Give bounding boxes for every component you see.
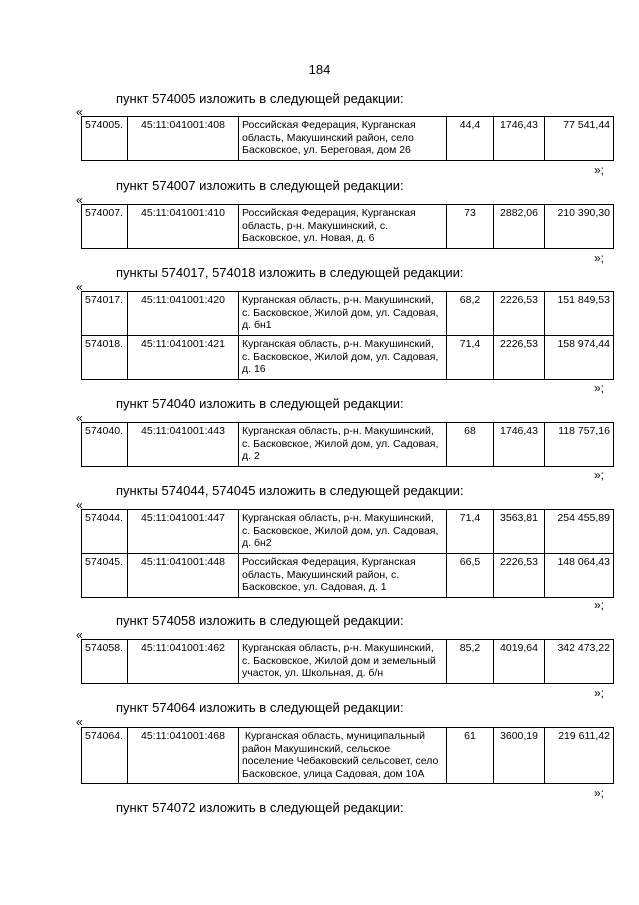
area: 44,4 bbox=[447, 117, 494, 161]
cadastral-value: 342 473,22 bbox=[545, 640, 614, 684]
amendment-instruction: пункт 574040 изложить в следующей редакции: bbox=[116, 396, 404, 411]
area: 68,2 bbox=[447, 292, 494, 336]
opening-quote: « bbox=[76, 498, 83, 512]
unit-value: 2226,53 bbox=[494, 336, 545, 380]
amendment-instruction: пункт 574058 изложить в следующей редакции: bbox=[116, 613, 404, 628]
area: 71,4 bbox=[447, 510, 494, 554]
cadastral-value: 118 757,16 bbox=[545, 423, 614, 467]
table-row bbox=[82, 640, 614, 684]
closing-quote: »; bbox=[594, 163, 605, 177]
table-row bbox=[82, 336, 614, 380]
address: Курганская область, р-н. Макушинский, с. Басковское, Жилой дом и земельный участок, ул. Школьная, д. б/н bbox=[239, 640, 447, 684]
unit-value: 3563,81 bbox=[494, 510, 545, 554]
opening-quote: « bbox=[76, 411, 83, 425]
unit-value: 4019,64 bbox=[494, 640, 545, 684]
address: Курганская область, р-н. Макушинский, с. Басковское, Жилой дом, ул. Садовая, д. бн2 bbox=[239, 510, 447, 554]
area: 73 bbox=[447, 205, 494, 249]
closing-quote: »; bbox=[594, 381, 605, 395]
unit-value: 2226,53 bbox=[494, 554, 545, 598]
unit-value: 2226,53 bbox=[494, 292, 545, 336]
cadastral-number: 45:11:041001:408 bbox=[128, 117, 239, 161]
table-row bbox=[82, 423, 614, 467]
row-number: 574040. bbox=[82, 423, 128, 467]
area: 61 bbox=[447, 728, 494, 784]
address: Российская Федерация, Курганская область, Макушинский район, село Басковское, ул. Береговая, дом 26 bbox=[239, 117, 447, 161]
table-row bbox=[82, 205, 614, 249]
cadastral-number: 45:11:041001:448 bbox=[128, 554, 239, 598]
row-number: 574064. bbox=[82, 728, 128, 784]
address: Российская Федерация, Курганская область, р-н. Макушинский, с. Басковское, ул. Новая, д. 6 bbox=[239, 205, 447, 249]
row-number: 574018. bbox=[82, 336, 128, 380]
unit-value: 3600,19 bbox=[494, 728, 545, 784]
table-row bbox=[82, 292, 614, 336]
cadastral-value: 148 064,43 bbox=[545, 554, 614, 598]
table-row bbox=[82, 554, 614, 598]
cadastral-value: 151 849,53 bbox=[545, 292, 614, 336]
cadastral-number: 45:11:041001:421 bbox=[128, 336, 239, 380]
amendment-instruction: пункт 574005 изложить в следующей редакции: bbox=[116, 91, 404, 106]
cadastral-value: 210 390,30 bbox=[545, 205, 614, 249]
address: Курганская область, р-н. Макушинский, с. Басковское, Жилой дом, ул. Садовая, д. 16 bbox=[239, 336, 447, 380]
amendment-instruction: пункт 574072 изложить в следующей редакции: bbox=[116, 800, 404, 815]
row-number: 574017. bbox=[82, 292, 128, 336]
address: Курганская область, муниципальный район Макушинский, сельское поселение Чебаковский сельсовет, село Басковское, улица Садовая, дом 10А bbox=[239, 728, 447, 784]
amendment-table bbox=[81, 639, 614, 684]
amendment-table bbox=[81, 422, 614, 467]
amendment-table bbox=[81, 116, 614, 161]
page-number: 184 bbox=[308, 62, 331, 77]
table-row bbox=[82, 117, 614, 161]
cadastral-value: 158 974,44 bbox=[545, 336, 614, 380]
cadastral-value: 219 611,42 bbox=[545, 728, 614, 784]
address: Российская Федерация, Курганская область, Макушинский район, с. Басковское, ул. Садовая, д. 1 bbox=[239, 554, 447, 598]
closing-quote: »; bbox=[594, 251, 605, 265]
address: Курганская область, р-н. Макушинский, с. Басковское, Жилой дом, ул. Садовая, д. бн1 bbox=[239, 292, 447, 336]
cadastral-number: 45:11:041001:462 bbox=[128, 640, 239, 684]
row-number: 574005. bbox=[82, 117, 128, 161]
closing-quote: »; bbox=[594, 468, 605, 482]
cadastral-number: 45:11:041001:447 bbox=[128, 510, 239, 554]
amendment-instruction: пункт 574064 изложить в следующей редакции: bbox=[116, 700, 404, 715]
amendment-table bbox=[81, 204, 614, 249]
amendment-table bbox=[81, 509, 614, 598]
opening-quote: « bbox=[76, 715, 83, 729]
amendment-instruction: пункты 574044, 574045 изложить в следующей редакции: bbox=[116, 483, 464, 498]
row-number: 574045. bbox=[82, 554, 128, 598]
amendment-table bbox=[81, 727, 614, 784]
cadastral-number: 45:11:041001:410 bbox=[128, 205, 239, 249]
opening-quote: « bbox=[76, 280, 83, 294]
amendment-instruction: пункты 574017, 574018 изложить в следующей редакции: bbox=[116, 265, 464, 280]
cadastral-value: 77 541,44 bbox=[545, 117, 614, 161]
table-row bbox=[82, 510, 614, 554]
unit-value: 1746,43 bbox=[494, 423, 545, 467]
amendment-table bbox=[81, 291, 614, 380]
unit-value: 2882,06 bbox=[494, 205, 545, 249]
opening-quote: « bbox=[76, 193, 83, 207]
amendment-instruction: пункт 574007 изложить в следующей редакции: bbox=[116, 178, 404, 193]
cadastral-number: 45:11:041001:420 bbox=[128, 292, 239, 336]
area: 66,5 bbox=[447, 554, 494, 598]
row-number: 574007. bbox=[82, 205, 128, 249]
opening-quote: « bbox=[76, 105, 83, 119]
cadastral-number: 45:11:041001:443 bbox=[128, 423, 239, 467]
area: 71,4 bbox=[447, 336, 494, 380]
table-row bbox=[82, 728, 614, 784]
area: 68 bbox=[447, 423, 494, 467]
closing-quote: »; bbox=[594, 598, 605, 612]
row-number: 574058. bbox=[82, 640, 128, 684]
closing-quote: »; bbox=[594, 686, 605, 700]
opening-quote: « bbox=[76, 628, 83, 642]
cadastral-number: 45:11:041001:468 bbox=[128, 728, 239, 784]
area: 85,2 bbox=[447, 640, 494, 684]
unit-value: 1746,43 bbox=[494, 117, 545, 161]
cadastral-value: 254 455,89 bbox=[545, 510, 614, 554]
address: Курганская область, р-н. Макушинский, с. Басковское, Жилой дом, ул. Садовая, д. 2 bbox=[239, 423, 447, 467]
row-number: 574044. bbox=[82, 510, 128, 554]
closing-quote: »; bbox=[594, 786, 605, 800]
